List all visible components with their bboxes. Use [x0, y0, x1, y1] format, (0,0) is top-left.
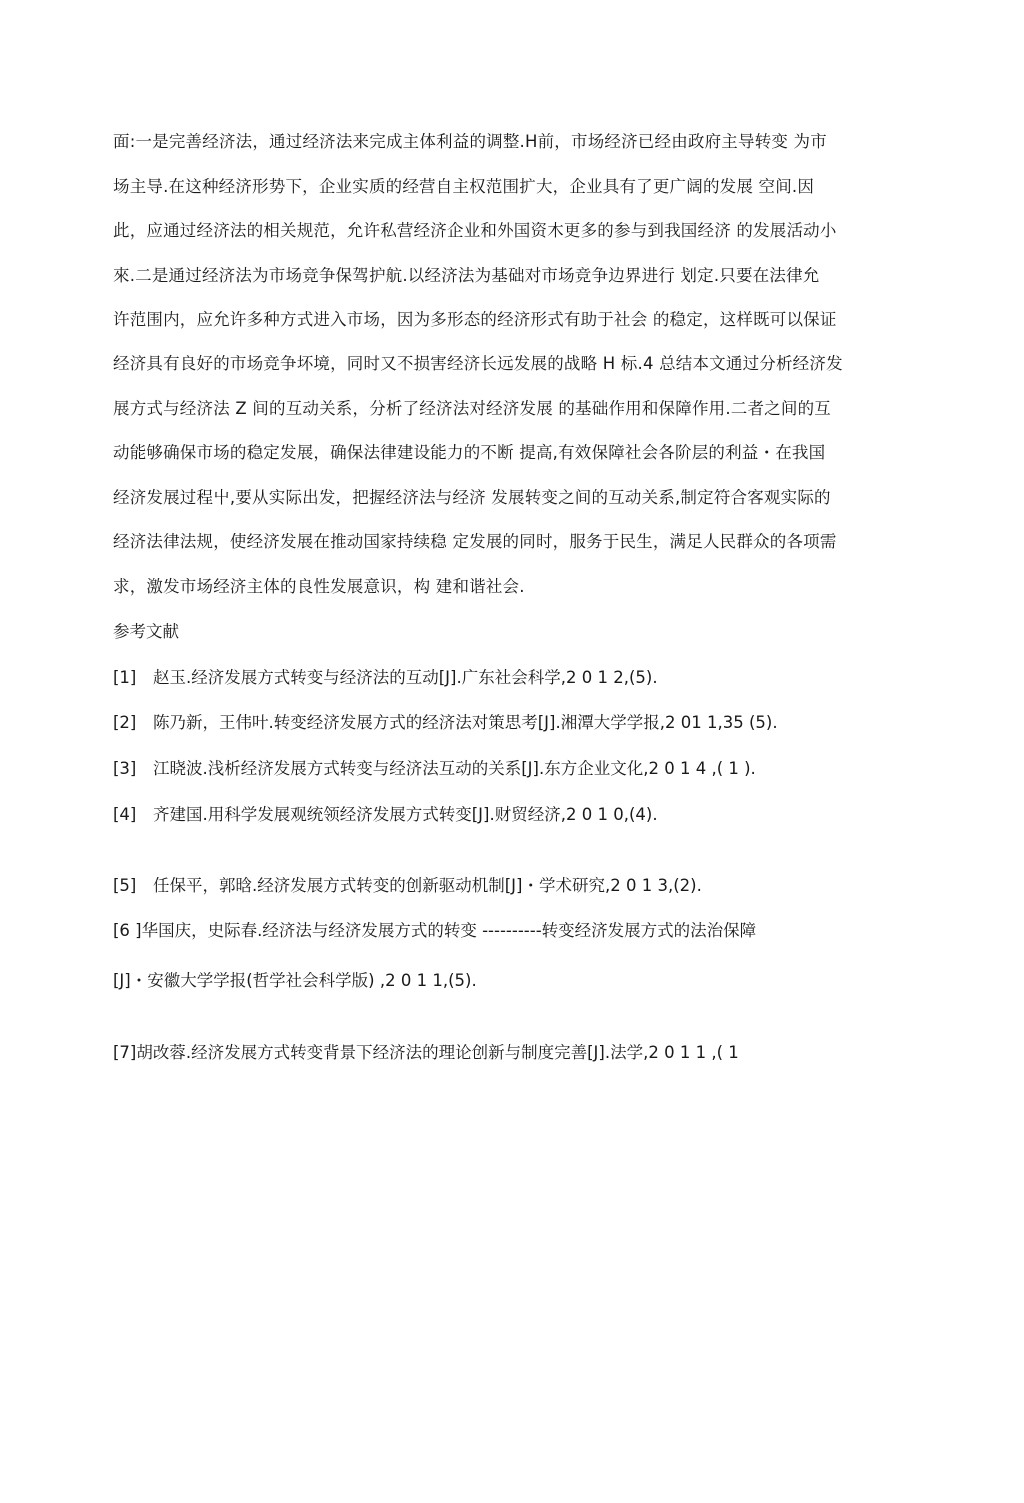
body-line: 许范围内，应允许多种方式进入市场，因为多形态的经济形式有助于社会 的稳定，这样既可以保证 [113, 310, 837, 329]
reference-text: 陈乃新，王伟叶.转变经济发展方式的经济法对策思考[J].湘潭大学学报,2 01 1,35 (5). [153, 713, 778, 732]
reference-number: [4] [113, 805, 137, 824]
body-line: 求，激发市场经济主体的良性发展意识，构 建和谐社会. [113, 577, 525, 596]
reference-item-6-line-1: [6 ]华国庆，史际春.经济法与经济发展方式的转变 ----------转变经济发展方式的法治保障 [113, 921, 757, 940]
references-heading: 参考文献 [113, 622, 179, 641]
reference-number: [1] [113, 668, 137, 687]
reference-item [113, 713, 778, 733]
reference-number: [3] [113, 759, 137, 778]
reference-item [113, 759, 756, 779]
body-line: 经济发展过程屮,要从实际出发，把握经济法与经济 发展转变之间的互动关系,制定符合客观实际的 [113, 488, 831, 507]
body-line: 面:一是完善经济法，通过经济法来完成主体利益的调整.H前，市场经济已经由政府主导转变 为市 [113, 132, 827, 151]
reference-text: 江晓波.浅析经济发展方式转变与经济法互动的关系[J].东方企业文化,2 0 1 4 ,( 1 ). [153, 759, 756, 778]
reference-item [113, 668, 658, 688]
reference-item [113, 876, 702, 896]
reference-text: 赵玉.经济发展方式转变与经济法的互动[J].广东社会科学,2 0 1 2,(5). [153, 668, 658, 687]
reference-number: [5] [113, 876, 137, 895]
reference-number: [2] [113, 713, 137, 732]
body-line: 动能够确保市场的稳定发展，确保法律建设能力的不断 提高,有效保障社会各阶层的利益・在我国 [113, 443, 826, 462]
reference-text: 任保平，郭晗.经济发展方式转变的创新驱动机制[J]・学术研究,2 0 1 3,(2). [153, 876, 702, 895]
reference-item [113, 805, 658, 825]
reference-text: 齐建国.用科学发展观统领经济发展方式转变[J].财贸经济,2 0 1 0,(4). [153, 805, 658, 824]
body-line: 來.二是通过经济法为市场竞争保驾护航.以经济法为基础对市场竞争边界进行 划定.只要在法律允 [113, 266, 820, 285]
body-line: 经济具有良好的市场竞争坏境，同时又不损害经济长远发展的战略 H 标.4 总结本文通过分析经济发 [113, 354, 843, 373]
body-line: 展方式与经济法 Z 间的互动关系，分析了经济法对经济发展 的基础作用和保障作用.二者之间的互 [113, 399, 831, 418]
body-line: 经济法律法规，使经济发展在推动国家持续稳 定发展的同时，服务于民生，满足人民群众的各项需 [113, 532, 837, 551]
body-line: 场主导.在这种经济形势下，企业实质的经营自主权范围扩大，企业具有了更广阔的发展 空间.因 [113, 177, 815, 196]
reference-item-6-line-2: [J]・安徽大学学报(哲学社会科学版) ,2 0 1 1,(5). [113, 971, 477, 990]
reference-item-7: [7]胡改蓉.经济发展方式转变背景下经济法的理论创新与制度完善[J].法学,2 0 1 1 ,( 1 [113, 1043, 739, 1062]
body-line: 此，应通过经济法的相关规范，允许私营经济企业和外国资木更多的参与到我国经济 的发展活动小 [113, 221, 837, 240]
